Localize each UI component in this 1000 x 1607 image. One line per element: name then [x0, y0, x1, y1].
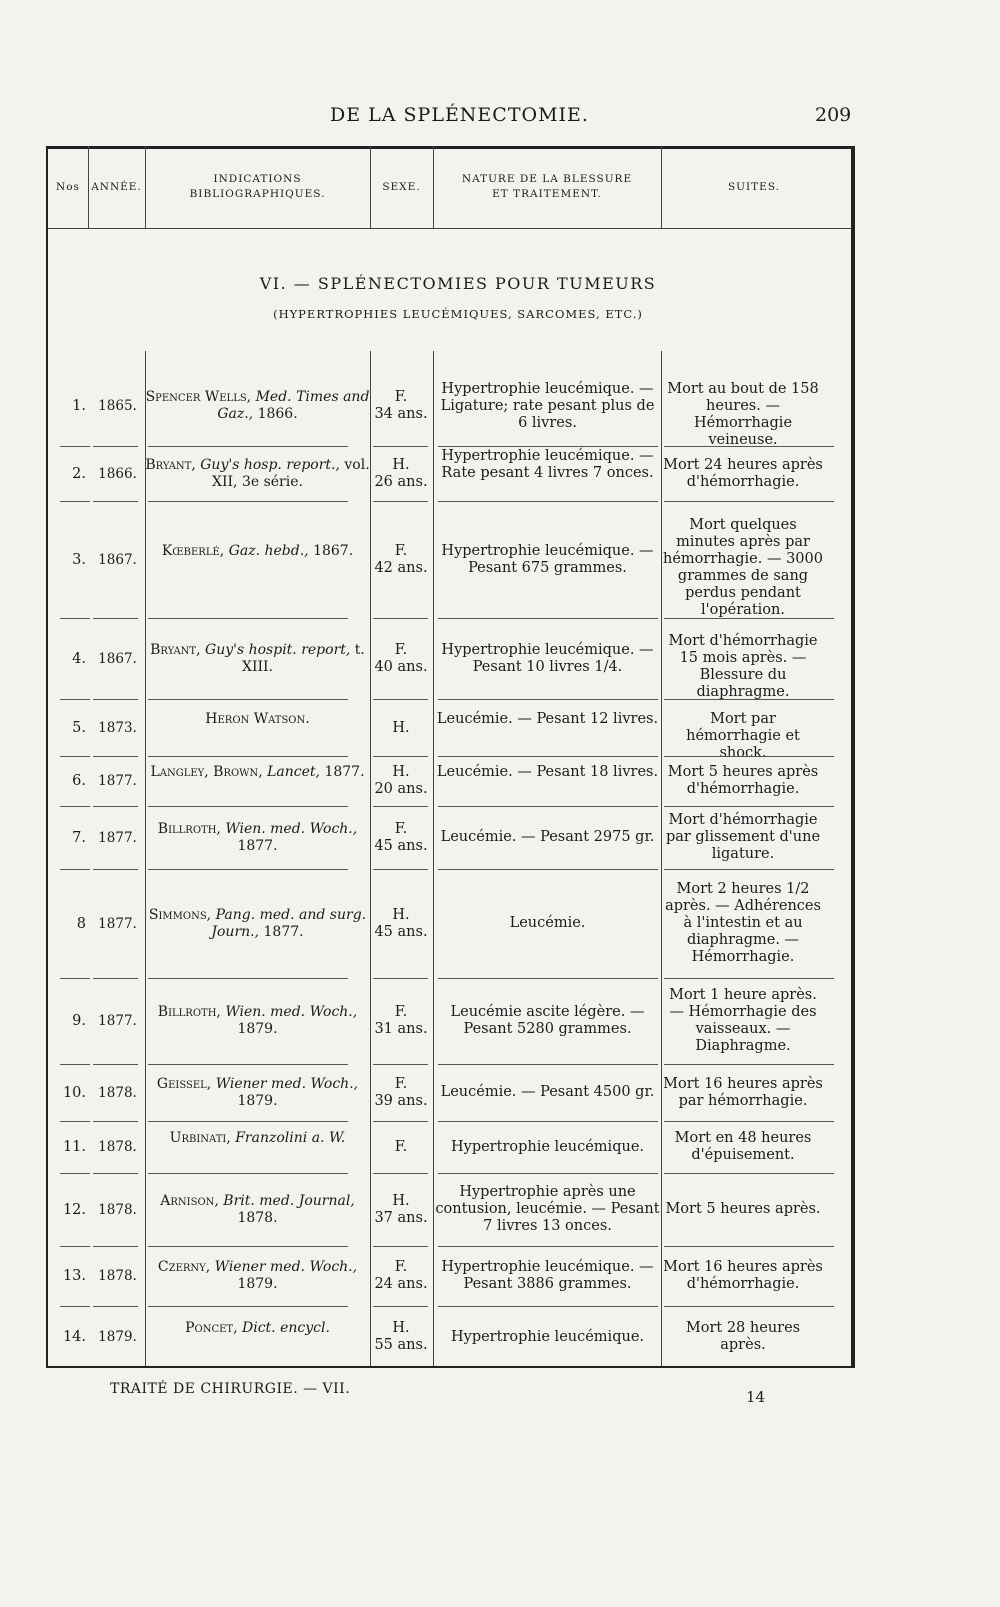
row-separator	[60, 1064, 90, 1065]
entry-sex-age	[370, 1259, 432, 1293]
entry-sex-age	[370, 821, 432, 855]
row-separator	[60, 1246, 90, 1247]
entry-bibliography	[145, 711, 370, 728]
entry-age: 39 ans.	[374, 1092, 428, 1109]
entry-nature: Leucémie ascite légère. — Pesant 5280 grammes.	[450, 1004, 645, 1037]
entry-bibliography	[145, 389, 370, 423]
entry-age: 40 ans.	[374, 658, 428, 675]
row-separator	[438, 501, 658, 502]
entry-sex-age	[370, 642, 432, 676]
entry-source: Guy's hospit. report,	[205, 641, 351, 658]
row-separator	[148, 978, 348, 979]
entry-nature: Hypertrophie leucémique. — Rate pesant 4 livres 7 onces.	[441, 448, 654, 481]
entry-age: 31 ans.	[374, 1021, 428, 1037]
entry-year: 1873.	[98, 719, 137, 736]
entry-result: Mort quelques minutes après par hémorrhagie. — 3000 grammes de sang perdus pendant l'opération.	[663, 517, 823, 618]
entry-result: Mort 1 heure après. — Hémorrhagie des vaisseaux. — Diaphragme.	[669, 987, 817, 1054]
entry-author: Urbinati,	[169, 1130, 231, 1146]
entry-sex-age	[370, 1193, 432, 1227]
row-separator	[93, 1173, 138, 1174]
entry-number: 4.	[72, 650, 86, 667]
row-separator	[60, 978, 90, 979]
row-separator	[148, 1121, 348, 1122]
entry-source-year: 1879.	[237, 1092, 278, 1109]
row-separator	[438, 699, 658, 700]
entry-result: Mort 5 heures après d'hémorrhagie.	[667, 764, 819, 797]
row-separator	[664, 978, 834, 979]
entry-author: Simmons,	[148, 906, 212, 923]
entry-result: Mort 5 heures après.	[665, 1201, 821, 1217]
entry-bibliography	[145, 821, 370, 855]
entry-sex-age	[370, 1004, 432, 1038]
entry-sex: H.	[392, 719, 410, 736]
row-separator	[664, 699, 834, 700]
entry-nature: Leucémie. — Pesant 18 livres.	[436, 764, 659, 780]
entry-bibliography	[145, 642, 370, 676]
header-result: SUITES.	[727, 180, 780, 193]
row-separator	[664, 1306, 834, 1307]
row-separator	[93, 618, 138, 619]
table-header-rule	[48, 228, 851, 229]
signature-mark: 14	[746, 1388, 766, 1406]
entry-source: Wien. med. Woch.,	[225, 1004, 358, 1020]
entry-sex: H.	[392, 906, 410, 923]
entry-nature: Hypertrophie leucémique.	[450, 1328, 645, 1345]
entry-bibliography	[145, 1320, 370, 1337]
running-head	[0, 104, 1000, 134]
entry-bibliography	[145, 764, 370, 781]
entry-bibliography	[145, 1130, 370, 1147]
entry-sex: H.	[392, 764, 410, 780]
row-separator	[148, 446, 348, 447]
row-separator	[438, 618, 658, 619]
entry-author: Spencer Wells,	[145, 389, 252, 405]
entry-author: Billroth,	[157, 820, 221, 837]
row-separator	[60, 618, 90, 619]
row-separator	[664, 756, 834, 757]
row-separator	[373, 756, 428, 757]
footer-title: TRAITÉ DE CHIRURGIE. — VII.	[110, 1381, 351, 1397]
row-separator	[148, 618, 348, 619]
row-separator	[60, 1121, 90, 1122]
entry-bibliography	[145, 1076, 370, 1110]
entry-number: 7.	[72, 829, 86, 846]
entry-number: 1.	[72, 398, 86, 414]
page-number: 209	[815, 104, 852, 126]
entry-author: Bryant,	[150, 641, 201, 658]
entry-sex-age	[370, 1076, 432, 1110]
entry-source-year: 1879.	[237, 1276, 278, 1292]
row-separator	[438, 446, 658, 447]
entry-number: 5.	[72, 719, 86, 736]
row-separator	[148, 1246, 348, 1247]
entry-year: 1877.	[98, 773, 137, 789]
header-nature: NATURE DE LA BLESSURE ET TRAITEMENT.	[461, 173, 633, 200]
entry-sex-age	[370, 389, 432, 423]
row-separator	[148, 699, 348, 700]
entry-source-year: 1877.	[237, 837, 278, 854]
row-separator	[664, 869, 834, 870]
row-separator	[373, 1064, 428, 1065]
entry-source: Franzolini a. W.	[235, 1130, 346, 1146]
row-separator	[373, 1121, 428, 1122]
entry-year: 1877.	[98, 829, 137, 846]
entry-year: 1878.	[98, 1268, 137, 1284]
entry-sex: F.	[394, 1004, 408, 1020]
entry-author: Billroth,	[157, 1004, 221, 1020]
entry-bibliography	[145, 457, 370, 491]
row-separator	[148, 1064, 348, 1065]
entry-year: 1867.	[98, 650, 137, 667]
row-separator	[438, 1064, 658, 1065]
entry-age: 26 ans.	[374, 473, 428, 490]
entry-bibliography	[145, 1193, 370, 1227]
entry-result: Mort d'hémorrhagie par glissement d'une ligature.	[665, 812, 821, 862]
entry-source: Gaz. hebd.,	[228, 542, 309, 559]
entry-nature: Hypertrophie leucémique. — Pesant 10 livres 1/4.	[441, 641, 654, 675]
entry-sex-age	[370, 720, 432, 737]
row-separator	[60, 501, 90, 502]
row-separator	[148, 756, 348, 757]
row-separator	[148, 1306, 348, 1307]
entry-sex: F.	[394, 1075, 408, 1092]
entry-result: Mort 16 heures après d'hémorrhagie.	[663, 1259, 823, 1292]
header-sex: SEXE.	[382, 180, 421, 193]
entry-author: Arnison,	[160, 1192, 219, 1209]
entry-nature: Hypertrophie après une contusion, leucémie. — Pesant 7 livres 13 onces.	[435, 1184, 660, 1234]
header-year: ANNÉE.	[91, 180, 142, 193]
row-separator	[93, 1306, 138, 1307]
row-separator	[373, 446, 428, 447]
entry-result: Mort 24 heures après d'hémorrhagie.	[663, 456, 823, 490]
entry-number: 13.	[62, 1268, 86, 1284]
entry-number: 8	[76, 915, 86, 932]
entry-nature: Hypertrophie leucémique. — Pesant 675 grammes.	[441, 542, 654, 576]
row-separator	[93, 501, 138, 502]
entry-author: Geissel,	[156, 1075, 212, 1092]
entry-source: Wiener med. Woch.,	[214, 1259, 358, 1275]
entry-sex: F.	[394, 1259, 408, 1275]
row-separator	[60, 699, 90, 700]
row-separator	[373, 1306, 428, 1307]
entry-source: Pang. med. and surg. Journ.,	[211, 906, 367, 940]
entry-year: 1877.	[98, 1013, 137, 1029]
entry-sex: F.	[394, 389, 408, 405]
entry-number: 3.	[72, 551, 86, 568]
row-separator	[60, 756, 90, 757]
row-separator	[148, 501, 348, 502]
row-separator	[93, 1246, 138, 1247]
entry-result: Mort par hémorrhagie et shock.	[686, 710, 800, 761]
entry-sex: F.	[394, 641, 408, 658]
entry-year: 1866.	[98, 465, 137, 482]
row-separator	[93, 806, 138, 807]
header-no: Nos	[56, 180, 80, 193]
entry-sex: F.	[394, 542, 408, 559]
entry-age: 55 ans.	[374, 1337, 428, 1353]
row-separator	[664, 501, 834, 502]
entry-sex: H.	[392, 456, 410, 473]
entry-author: Czerny,	[157, 1259, 211, 1275]
row-separator	[438, 1173, 658, 1174]
entry-sex: F.	[394, 820, 408, 837]
header-bibliography: INDICATIONS BIBLIOGRAPHIQUES.	[189, 173, 326, 200]
entry-source-year: 1877.	[324, 764, 365, 780]
entry-year: 1877.	[98, 915, 137, 932]
entry-number: 9.	[72, 1013, 86, 1029]
entry-number: 12.	[62, 1201, 86, 1218]
entry-age: 20 ans.	[374, 781, 428, 797]
entry-nature: Leucémie.	[509, 915, 586, 931]
entry-bibliography	[145, 1259, 370, 1293]
row-separator	[438, 978, 658, 979]
entry-result: Mort 2 heures 1/2 après. — Adhérences à l'intestin et au diaphragme. — Hémorrhagie.	[665, 881, 821, 965]
entry-sex-age	[370, 907, 432, 941]
row-separator	[664, 806, 834, 807]
row-separator	[93, 978, 138, 979]
row-separator	[60, 1173, 90, 1174]
row-separator	[93, 699, 138, 700]
entry-age: 45 ans.	[374, 923, 428, 940]
row-separator	[664, 1064, 834, 1065]
entry-result: Mort 16 heures après par hémorrhagie.	[663, 1075, 823, 1109]
row-separator	[438, 756, 658, 757]
row-separator	[373, 869, 428, 870]
entry-source-year: 1879.	[237, 1021, 278, 1037]
entry-year: 1878.	[98, 1084, 137, 1101]
row-separator	[438, 1121, 658, 1122]
entry-year: 1865.	[98, 398, 137, 414]
splenectomy-table	[46, 146, 855, 1368]
entry-source-year: vol. XII, 3e série.	[212, 456, 370, 490]
entry-nature: Leucémie. — Pesant 2975 gr.	[440, 829, 655, 845]
entry-sex: H.	[392, 1192, 410, 1209]
entry-author: Bryant,	[145, 456, 196, 473]
entry-source-year: t. XIII.	[241, 641, 365, 675]
entry-author: Kœberlé,	[161, 542, 225, 559]
entry-year: 1879.	[98, 1329, 137, 1345]
entry-source: Wien. med. Woch.,	[225, 820, 358, 837]
entry-nature: Hypertrophie leucémique. — Pesant 3886 grammes.	[441, 1259, 654, 1292]
row-separator	[148, 806, 348, 807]
entry-number: 14.	[62, 1329, 86, 1345]
entry-bibliography	[145, 1004, 370, 1038]
section-subtitle: (HYPERTROPHIES LEUCÉMIQUES, SARCOMES, ETC.)	[273, 307, 643, 321]
entry-bibliography	[145, 543, 370, 560]
entry-number: 10.	[62, 1084, 86, 1101]
entry-sex-age	[370, 1320, 432, 1354]
entry-year: 1878.	[98, 1201, 137, 1218]
row-separator	[664, 1173, 834, 1174]
entry-age: 34 ans.	[374, 406, 428, 422]
row-separator	[93, 1121, 138, 1122]
entry-result: Mort d'hémorrhagie 15 mois après. — Blessure du diaphragme.	[668, 633, 818, 700]
row-separator	[664, 446, 834, 447]
row-separator	[60, 806, 90, 807]
row-separator	[93, 446, 138, 447]
entry-author: Poncet,	[185, 1320, 238, 1336]
entry-source: Guy's hosp. report.,	[200, 456, 340, 473]
table-bottom-rule	[48, 1366, 851, 1368]
entry-number: 11.	[62, 1139, 86, 1155]
entry-author: Heron Watson.	[205, 710, 310, 727]
entry-result: Mort 28 heures après.	[685, 1320, 801, 1353]
row-separator	[148, 869, 348, 870]
entry-age: 42 ans.	[374, 559, 428, 576]
row-separator	[60, 869, 90, 870]
entry-sex-age	[370, 543, 432, 577]
entry-nature: Leucémie. — Pesant 4500 gr.	[440, 1084, 655, 1100]
entry-result: Mort en 48 heures d'épuisement.	[674, 1130, 812, 1163]
row-separator	[373, 501, 428, 502]
entry-age: 37 ans.	[374, 1209, 428, 1226]
row-separator	[373, 1173, 428, 1174]
row-separator	[373, 978, 428, 979]
row-separator	[93, 756, 138, 757]
section-title: VI. — SPLÉNECTOMIES POUR TUMEURS	[259, 274, 657, 293]
entry-source-year: 1878.	[237, 1209, 278, 1226]
row-separator	[438, 1246, 658, 1247]
entry-source: Wiener med. Woch.,	[215, 1075, 359, 1092]
entry-sex-age	[370, 457, 432, 491]
entry-author: Langley, Brown,	[150, 764, 263, 780]
row-separator	[373, 806, 428, 807]
entry-nature: Hypertrophie leucémique.	[450, 1138, 645, 1155]
entry-number: 2.	[72, 465, 86, 482]
entry-year: 1878.	[98, 1139, 137, 1155]
row-separator	[373, 1246, 428, 1247]
row-separator	[664, 1246, 834, 1247]
entry-bibliography	[145, 907, 370, 941]
row-separator	[373, 699, 428, 700]
row-separator	[93, 1064, 138, 1065]
entry-sex-age	[370, 764, 432, 798]
entry-age: 24 ans.	[374, 1276, 428, 1292]
entry-sex-age	[370, 1139, 432, 1156]
column-divider	[433, 351, 434, 1368]
row-separator	[93, 869, 138, 870]
row-separator	[60, 1306, 90, 1307]
entry-source-year: 1867.	[313, 542, 354, 559]
entry-source: Dict. encycl.	[242, 1320, 330, 1336]
row-separator	[664, 1121, 834, 1122]
entry-sex: H.	[392, 1320, 410, 1336]
entry-number: 6.	[72, 773, 86, 789]
entry-nature: Hypertrophie leucémique. — Ligature; rate pesant plus de 6 livres.	[440, 380, 655, 431]
entry-result: Mort au bout de 158 heures. — Hémorrhagie veineuse.	[667, 380, 819, 448]
running-title: DE LA SPLÉNECTOMIE.	[330, 104, 589, 126]
entry-sex: F.	[394, 1139, 408, 1155]
row-separator	[438, 806, 658, 807]
row-separator	[438, 869, 658, 870]
row-separator	[438, 1306, 658, 1307]
row-separator	[148, 1173, 348, 1174]
row-separator	[60, 446, 90, 447]
entry-source-year: 1877.	[263, 923, 304, 940]
row-separator	[373, 618, 428, 619]
row-separator	[664, 618, 834, 619]
entry-nature: Leucémie. — Pesant 12 livres.	[436, 710, 659, 727]
entry-source: Med. Times and Gaz.,	[217, 389, 370, 422]
entry-source-year: 1866.	[257, 406, 298, 422]
entry-age: 45 ans.	[374, 837, 428, 854]
entry-year: 1867.	[98, 551, 137, 568]
entry-source: Lancet,	[267, 764, 320, 780]
entry-source: Brit. med. Journal,	[223, 1192, 355, 1209]
